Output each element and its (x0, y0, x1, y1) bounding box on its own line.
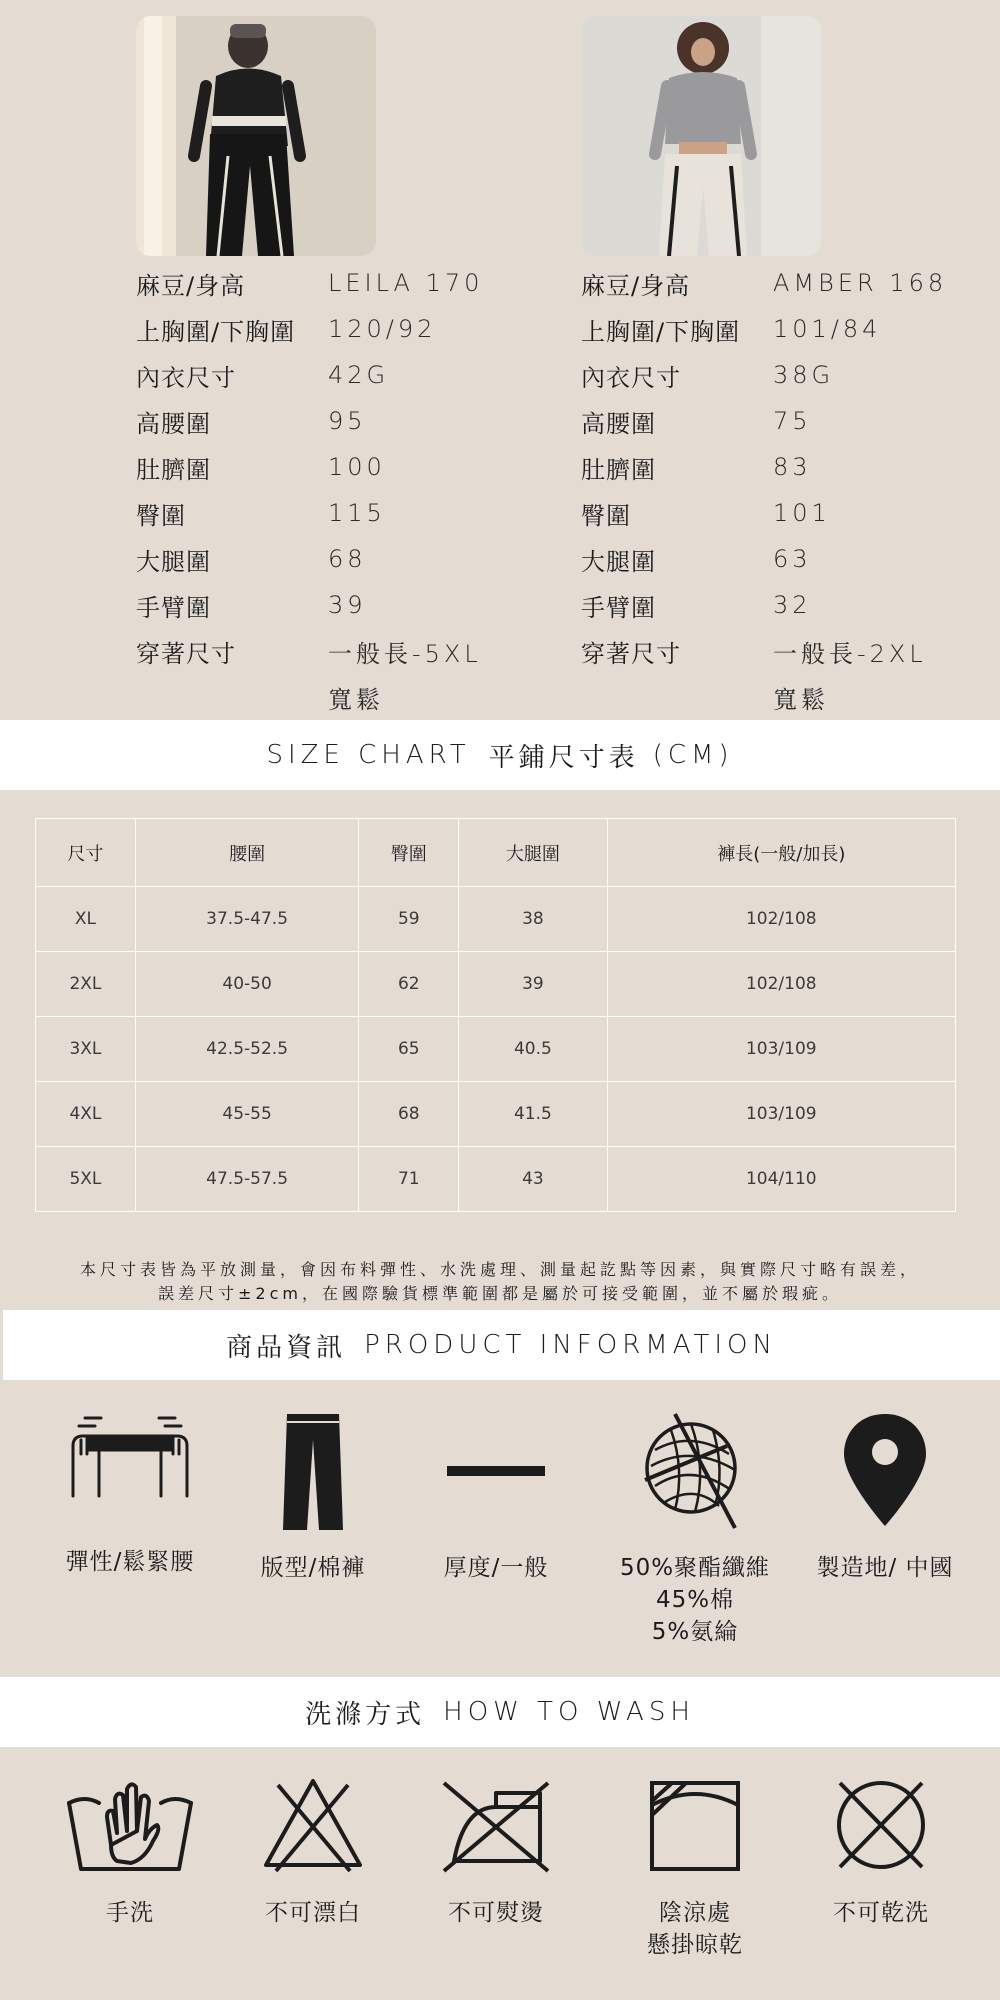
size-table-row (36, 887, 956, 952)
product-info-item-thickness (401, 1410, 591, 1584)
wash-label-line: 手洗 (106, 1900, 154, 1926)
size-table-cell: 62 (359, 952, 459, 1017)
model-measurement-label: 大腿圍 (136, 547, 211, 576)
model-measurement-value: 寬鬆 (328, 685, 384, 714)
location-pin-icon (840, 1410, 930, 1535)
wash-item-shade-dry (600, 1775, 790, 1961)
size-table-cell: 41.5 (459, 1082, 607, 1147)
model-measurement-label: 高腰圍 (136, 409, 211, 438)
prod-label-line: 版型/棉褲 (260, 1555, 366, 1581)
model-measurement-value: 一般長-2XL (773, 639, 927, 668)
model-measurement-row (581, 260, 947, 306)
no-bleach-icon (258, 1775, 368, 1875)
pants-icon (273, 1410, 353, 1535)
model-measurement-value: 38G (773, 361, 835, 389)
product-info-item-origin (790, 1410, 980, 1584)
size-table-cell: 68 (359, 1082, 459, 1147)
size-table-cell: 42.5-52.5 (135, 1017, 359, 1082)
model-measurement-label: 高腰圍 (581, 409, 656, 438)
product-info-item-fit (218, 1410, 408, 1584)
size-table-cell: 40.5 (459, 1017, 607, 1082)
model-photo-amber (581, 16, 821, 256)
wash-title-cjk: 洗滌方式 (305, 1699, 426, 1730)
model-measurement-row (581, 352, 947, 398)
size-table-cell: 65 (359, 1017, 459, 1082)
model-measurement-row (581, 306, 947, 352)
size-table-row (36, 1017, 956, 1082)
size-table-cell: 104/110 (607, 1147, 955, 1212)
wash-item-no-bleach (218, 1775, 408, 1929)
stretch-waist-icon (65, 1410, 195, 1520)
size-table-header-cell: 尺寸 (36, 819, 136, 887)
model-measurement-row (136, 352, 483, 398)
model-measurement-value: LEILA 170 (328, 269, 484, 297)
size-table-cell: 103/109 (607, 1017, 955, 1082)
model-measurement-row (581, 674, 947, 720)
model-measurement-row (136, 490, 483, 536)
wash-label-line: 陰涼處 (659, 1900, 731, 1926)
model-measurement-row (581, 582, 947, 628)
product-info-title (3, 1310, 1000, 1380)
size-table-cell: 45-55 (135, 1082, 359, 1147)
product-info-label (35, 1546, 225, 1578)
size-table-cell: 43 (459, 1147, 607, 1212)
model-measurement-label: 上胸圍/下胸圍 (581, 317, 741, 346)
model-measurements-amber (581, 260, 947, 720)
model-measurement-label: 穿著尺寸 (581, 639, 681, 668)
size-table-cell: 40-50 (135, 952, 359, 1017)
model-measurement-value: 83 (773, 453, 812, 481)
size-table-cell: 5XL (36, 1147, 136, 1212)
model-measurement-row (136, 306, 483, 352)
prod-label-line: 5%氨綸 (651, 1619, 739, 1645)
size-table-cell: 4XL (36, 1082, 136, 1147)
product-info-label (790, 1552, 980, 1584)
wash-label (600, 1897, 790, 1961)
size-table-header-row (36, 819, 956, 887)
size-table-cell: 38 (459, 887, 607, 952)
model-measurement-row (581, 398, 947, 444)
model-measurement-value: 32 (773, 591, 812, 619)
model-measurement-label: 麻豆/身高 (581, 271, 691, 300)
model-measurement-label: 臀圍 (136, 501, 186, 530)
model-measurement-label: 手臂圍 (581, 593, 656, 622)
wash-label-line: 不可乾洗 (833, 1900, 929, 1926)
product-info-label (401, 1552, 591, 1584)
prod-label-line: 製造地/ 中國 (816, 1555, 954, 1581)
wash-label (35, 1897, 225, 1929)
wash-item-no-iron (401, 1775, 591, 1929)
size-table-header-cell: 大腿圍 (459, 819, 607, 887)
wash-label (401, 1897, 591, 1929)
wash-label-line: 不可熨燙 (448, 1900, 544, 1926)
size-table (35, 818, 956, 1212)
wash-label-line: 不可漂白 (265, 1900, 361, 1926)
model-measurement-value: 寬鬆 (773, 685, 829, 714)
wash-label (786, 1897, 976, 1929)
model-measurement-label: 肚臍圍 (136, 455, 211, 484)
size-chart-title-cjk: 平鋪尺寸表 (488, 742, 639, 773)
size-table-row (36, 952, 956, 1017)
wash-title (0, 1677, 1000, 1747)
product-info-title-latin: PRODUCT INFORMATION (364, 1330, 777, 1360)
size-table-row (36, 1082, 956, 1147)
size-table-cell: 2XL (36, 952, 136, 1017)
model-measurement-value: 120/92 (328, 315, 437, 343)
product-info-title-cjk: 商品資訊 (226, 1332, 347, 1363)
size-chart-title-latin: SIZE CHART (266, 740, 471, 770)
model-measurement-row (581, 444, 947, 490)
model-measurement-row (136, 444, 483, 490)
model-measurement-row (136, 398, 483, 444)
shade-hang-dry-icon (640, 1775, 750, 1875)
model-photo-leila (136, 16, 376, 256)
model-measurement-value: 一般長-5XL (328, 639, 482, 668)
wash-item-no-dry-clean (786, 1775, 976, 1929)
model-measurement-row (136, 260, 483, 306)
model-measurement-label: 內衣尺寸 (581, 363, 681, 392)
size-table-cell: 71 (359, 1147, 459, 1212)
model-measurement-value: 101/84 (773, 315, 882, 343)
size-chart-title (0, 720, 1000, 790)
model-measurement-value: 68 (328, 545, 367, 573)
model-measurement-row (136, 674, 483, 720)
product-info-item-material (600, 1410, 790, 1648)
wash-label (218, 1897, 408, 1929)
measurement-note-line-1: 本尺寸表皆為平放測量，會因布料彈性、水洗處理、測量起訖點等因素，與實際尺寸略有誤差， (79, 1260, 920, 1279)
size-table-cell: 103/109 (607, 1082, 955, 1147)
model-measurement-row (136, 582, 483, 628)
size-table-cell: 102/108 (607, 887, 955, 952)
no-dry-clean-icon (826, 1775, 936, 1875)
model-measurement-label: 手臂圍 (136, 593, 211, 622)
model-measurement-row (581, 536, 947, 582)
size-table-cell: 102/108 (607, 952, 955, 1017)
prod-label-line: 50%聚酯纖維 (619, 1555, 771, 1581)
measurement-note-line-2: 誤差尺寸±2cm，在國際驗貨標準範圍都是屬於可接受範圍，並不屬於瑕疵。 (158, 1284, 842, 1303)
size-table-cell: 37.5-47.5 (135, 887, 359, 952)
model-measurement-value: 100 (328, 453, 386, 481)
prod-label-line: 45%棉 (655, 1587, 735, 1613)
product-info-item-stretch (35, 1410, 225, 1578)
model-measurement-row (136, 536, 483, 582)
prod-label-line: 厚度/一般 (443, 1555, 549, 1581)
product-info-label (600, 1552, 790, 1648)
size-table-header-cell: 腰圍 (135, 819, 359, 887)
model-measurement-label: 內衣尺寸 (136, 363, 236, 392)
model-measurement-value: 42G (328, 361, 390, 389)
measurement-note (0, 1258, 1000, 1306)
size-chart-unit: (CM) (652, 740, 734, 770)
model-measurement-label: 大腿圍 (581, 547, 656, 576)
model-measurement-value: 101 (773, 499, 831, 527)
model-measurement-value: 75 (773, 407, 812, 435)
model-measurement-label: 麻豆/身高 (136, 271, 246, 300)
model-measurement-label: 上胸圍/下胸圍 (136, 317, 296, 346)
no-iron-icon (436, 1775, 556, 1875)
product-info-label (218, 1552, 408, 1584)
size-table-header-cell: 臀圍 (359, 819, 459, 887)
prod-label-line: 彈性/鬆緊腰 (65, 1549, 195, 1575)
model-measurement-row (136, 628, 483, 674)
model-measurement-label: 穿著尺寸 (136, 639, 236, 668)
yarn-ball-icon (635, 1410, 755, 1535)
model-measurement-value: 63 (773, 545, 812, 573)
wash-item-hand-wash (35, 1775, 225, 1929)
model-measurements-leila (136, 260, 483, 720)
size-table-header-cell: 褲長(一般/加長) (607, 819, 955, 887)
hand-wash-icon (65, 1775, 195, 1875)
size-table-row (36, 1147, 956, 1212)
size-table-cell: XL (36, 887, 136, 952)
model-measurement-label: 臀圍 (581, 501, 631, 530)
model-measurement-value: 115 (328, 499, 386, 527)
model-measurement-value: AMBER 168 (773, 269, 948, 297)
model-measurement-value: 39 (328, 591, 367, 619)
model-measurement-row (581, 628, 947, 674)
size-table-cell: 59 (359, 887, 459, 952)
model-measurement-label: 肚臍圍 (581, 455, 656, 484)
size-table-cell: 39 (459, 952, 607, 1017)
wash-label-line: 懸掛晾乾 (647, 1932, 743, 1958)
model-measurement-row (581, 490, 947, 536)
size-table-cell: 47.5-57.5 (135, 1147, 359, 1212)
model-measurement-value: 95 (328, 407, 367, 435)
wash-title-latin: HOW TO WASH (443, 1697, 695, 1727)
thickness-line-icon (441, 1410, 551, 1535)
size-table-cell: 3XL (36, 1017, 136, 1082)
